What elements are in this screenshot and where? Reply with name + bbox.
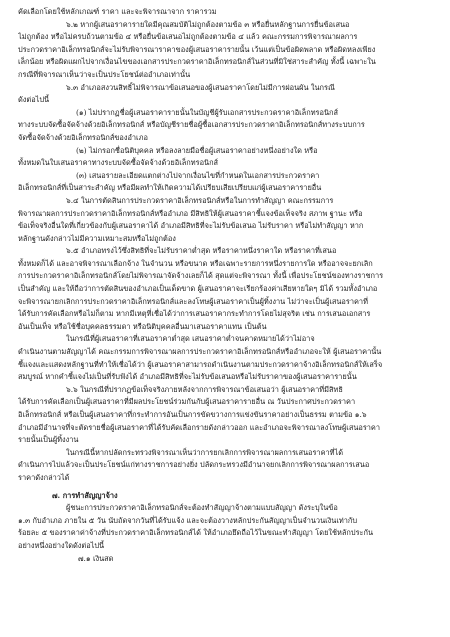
doc-line: ชี้แจงและแสดงหลักฐานที่ทำให้เชื่อได้ว่า ผู้เสนอราคาสามารถดำเนินงานตามประกวดราคาจ้างอิเล็กทรอนิกส์ให้เสร็จ [18,359,383,369]
doc-line: เป็นสำคัญ และให้ถือว่าการตัดสินของอำเภอเป็นเด็ดขาด ผู้เสนอราคาจะเรียกร้องค่าเสียหายใดๆ มิได้ รวมทั้งอำเภอ [18,284,378,294]
doc-line: ไม่ถูกต้อง หรือไม่ครบถ้วนตามข้อ ๔ หรือยื่นข้อเสนอไม่ถูกต้องตามข้อ ๔ แล้ว คณะกรรมการพิจารณาผลการ [18,32,358,42]
doc-line: อย่างหนึ่งอย่างใดดังต่อไปนี้ [18,540,105,550]
doc-line: ในกรณีนี้หากปลัดกระทรวงพิจารณาเห็นว่าการยกเลิกการพิจารณาผลการเสนอราคาที่ได้ [66,447,344,457]
doc-line: จะพิจารณายกเลิกการประกวดราคาอิเล็กทรอนิกส์และลงโทษผู้เสนอราคาเป็นผู้ทิ้งงาน ไม่ว่าจะเป็นผู้เสนอราคาที่ [18,296,368,306]
doc-line: ๖.๓ อำเภอสงวนสิทธิ์ไม่พิจารณาข้อเสนอของผู้เสนอราคาโดยไม่มีการผ่อนผัน ในกรณี [66,82,335,92]
doc-line: อิเล็กทรอนิกส์ หรือเป็นผู้เสนอราคาที่กระทำการอันเป็นการขัดขวางการแข่งขันราคาอย่างเป็นธรรม ตามข้อ ๑.๖ [18,410,367,419]
doc-line: (๓) เสนอรายละเอียดแตกต่างไปจากเงื่อนไขที่กำหนดในเอกสารประกวดราคา [76,170,320,180]
doc-line: สมบูรณ์ หากคำชี้แจงไม่เป็นที่รับฟังได้ อำเภอมีสิทธิที่จะไม่รับข้อเสนอหรือไม่รับราคาของผู้เสนอราคารายนั้น [18,372,357,382]
doc-line: จัดซื้อจัดจ้างด้วยอิเล็กทรอนิกส์ของอำเภอ [18,132,148,142]
doc-line: เล็กน้อย หรือผิดแผกไปจากเงื่อนไขของเอกสารประกวดราคาอิเล็กทรอนิกส์ในส่วนที่มิใช่สาระสำคัญ ทั้งนี้ เฉพาะใน [18,57,376,67]
doc-line: ดำเนินงานตามสัญญาได้ คณะกรรมการพิจารณาผลการประกวดราคาอิเล็กทรอนิกส์หรืออำเภอจะให้ ผู้เสนอราคานั้น [18,347,382,357]
doc-line: อำเภอมีอำนาจที่จะตัดรายชื่อผู้เสนอราคาที่ได้รับคัดเลือกรายดังกล่าวออก และอำเภอจะพิจารณาลงโทษผู้เสนอราคา [18,422,381,432]
doc-line: ๖.๔ ในการตัดสินการประกวดราคาอิเล็กทรอนิกส์หรือในการทำสัญญา คณะกรรมการ [66,195,334,205]
doc-line: ทั้งหมดก็ได้ และอาจพิจารณาเลือกจ้าง ในจำนวน หรือขนาด หรือเฉพาะรายการหนึ่งรายการใด หรืออาจจะยกเลิก [18,258,373,268]
doc-line: ๖.๖ ในกรณีที่ปรากฏข้อเท็จจริงภายหลังจากการพิจารณาข้อเสนอว่า ผู้เสนอราคาที่มีสิทธิ [66,384,343,394]
doc-line: หลักฐานดังกล่าวไม่มีความเหมาะสมหรือไม่ถูกต้อง [18,233,176,243]
doc-line: รายนั้นเป็นผู้ทิ้งงาน [18,435,79,445]
doc-line: ราคาดังกล่าวได้ [18,472,70,482]
doc-line: (๒) ไม่กรอกชื่อนิติบุคคล หรือลงลายมือชื่อผู้เสนอราคาอย่างหนึ่งอย่างใด หรือ [76,145,318,155]
doc-line: (๑) ไม่ปรากฏชื่อผู้เสนอราคารายนั้นในบัญชีผู้รับเอกสารประกวดราคาอิเล็กทรอนิกส์ [76,107,339,117]
doc-line: กรณีที่พิจารณาเห็นว่าจะเป็นประโยชน์ต่ออำเภอเท่านั้น [18,69,191,79]
doc-line: ทั้งหมดในใบเสนอราคาทางระบบจัดซื้อจัดจ้างด้วยอิเล็กทรอนิกส์ [18,158,219,168]
doc-line: ข้อเท็จจริงอื่นใดที่เกี่ยวข้องกับผู้เสนอราคาได้ อำเภอมีสิทธิที่จะไม่รับข้อเสนอ ไม่รับราคา หรือไม่ทำสัญญา หาก [18,221,364,231]
doc-line: ทางระบบจัดซื้อจัดจ้างด้วยอิเล็กทรอนิกส์ หรือบัญชีรายชื่อผู้ซื้อเอกสารประกวดราคาอิเล็กทรอนิกส์ทางระบบการ [18,120,365,130]
doc-line: การประกวดราคาอิเล็กทรอนิกส์โดยไม่พิจารณาจัดจ้างเลยก็ได้ สุดแต่จะพิจารณา ทั้งนี้ เพื่อประโยชน์ของทางราชการ [18,271,384,281]
doc-line: พิจารณาผลการประกวดราคาอิเล็กทรอนิกส์หรืออำเภอ มีสิทธิให้ผู้เสนอราคาชี้แจงข้อเท็จจริง สภาพ ฐานะ หรือ [18,208,363,218]
doc-line: ดำเนินการไปแล้วจะเป็นประโยชน์แก่ทางราชการอย่างยิ่ง ปลัดกระทรวงมีอำนาจยกเลิกการพิจารณาผลการเสนอ [18,460,370,470]
section-heading: ๗. การทำสัญญาจ้าง [52,490,118,500]
doc-line: ได้รับการคัดเลือกเป็นผู้เสนอราคาที่มีผลประโยชน์ร่วมกันกับผู้เสนอราคารายอื่น ณ วันประกาศประกวดราคา [18,397,356,407]
doc-line: อันเป็นเท็จ หรือใช้ชื่อบุคคลธรรมดา หรือนิติบุคคลอื่นมาเสนอราคาแทน เป็นต้น [18,321,267,331]
doc-line: ผู้ชนะการประกวดราคาอิเล็กทรอนิกส์จะต้องทำสัญญาจ้างตามแบบสัญญา ดังระบุในข้อ [66,503,338,513]
doc-line: ๖.๕ อำเภอทรงไว้ซึ่งสิทธิที่จะไม่รับราคาต่ำสุด หรือราคาหนึ่งราคาใด หรือราคาที่เสนอ [66,246,337,256]
doc-line: ๗.๑ เงินสด [78,553,114,563]
doc-line: ดังต่อไปนี้ [18,95,50,105]
doc-line: ในกรณีที่ผู้เสนอราคาที่เสนอราคาต่ำสุด เสนอราคาต่ำจนคาดหมายได้ว่าไม่อาจ [66,334,315,344]
doc-line: ประกวดราคาอิเล็กทรอนิกส์จะไม่รับพิจารณาราคาของผู้เสนอราคารายนั้น เว้นแต่เป็นข้อผิดพลาด หรือผิดหลงเพียง [18,44,376,54]
doc-line: ได้รับการคัดเลือกหรือไม่ก็ตาม หากมีเหตุที่เชื่อได้ว่าการเสนอราคากระทำการโดยไม่สุจริต เช่น การเสนอเอกสาร [18,309,371,319]
doc-line: ๑.๓ กับอำเภอ ภายใน ๕ วัน นับถัดจากวันที่ได้รับแจ้ง และจะต้องวางหลักประกันสัญญาเป็นจำนวนเงินเท่ากับ [18,515,358,525]
doc-line: คัดเลือกโดยใช้หลักเกณฑ์ ราคา และจะพิจารณาจาก ราคารวม [18,7,217,16]
doc-line: อิเล็กทรอนิกส์ที่เป็นสาระสำคัญ หรือมีผลทำให้เกิดความได้เปรียบเสียเปรียบแก่ผู้เสนอราคารายอื่น [18,183,322,193]
doc-line: ๖.๒ หากผู้เสนอราคารายใดมีคุณสมบัติไม่ถูกต้องตามข้อ ๓ หรือยื่นหลักฐานการยื่นข้อเสนอ [66,19,350,29]
doc-line: ร้อยละ ๕ ของราคาค่าจ้างที่ประกวดราคาอิเล็กทรอนิกส์ได้ ให้อำเภอยึดถือไว้ในขณะทำสัญญา โดยใช้หลักประกัน [18,528,374,538]
